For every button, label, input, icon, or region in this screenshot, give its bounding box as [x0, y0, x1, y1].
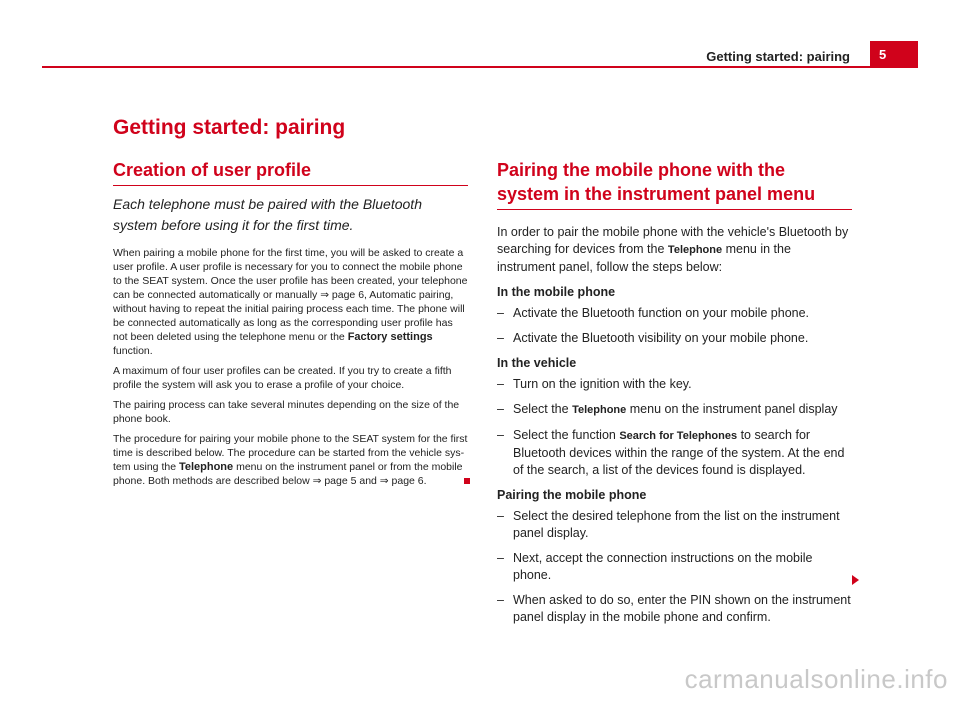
step-item: – Activate the Bluetooth visibility on your mobile phone.: [497, 331, 809, 345]
ui-term-factory-settings: Factory settings: [347, 331, 433, 343]
ui-term-search-for-telephones: Search for Telephones: [619, 430, 738, 442]
left-column: [113, 158, 468, 494]
section-heading-user-profile: Creation of user profile: [113, 158, 468, 186]
ui-term-telephone: Telephone: [178, 461, 234, 473]
paragraph-4: The procedure for pairing your mobile phone to the SEAT system for the first time is described below. The procedure can be started from the vehicle system using the Telephone menu on the instrument panel or from the mobile phone. Both methods are described below ⇒ page 5 and ⇒ page 6.: [113, 432, 468, 488]
header-rule: [42, 66, 870, 68]
page-number-badge: 5: [870, 41, 918, 68]
step-item: – Select the desired telephone from the list on the instrument panel display.: [497, 509, 840, 540]
continued-arrow-icon: [852, 575, 859, 585]
right-column: [497, 158, 852, 634]
watermark: carmanualsonline.info: [684, 664, 948, 694]
subheading-mobile-phone: In the mobile phone: [497, 285, 616, 299]
intro-paragraph: In order to pair the mobile phone with the vehicle's Bluetooth by searching for devices from the Telephone menu in the instrument panel, follow the steps below:: [497, 225, 849, 274]
step-item: – Select the function Search for Telephones to search for Bluetooth devices within the range of the system. At the end of the search, a list of the devices found is displayed.: [497, 428, 845, 477]
section-heading-pairing: Pairing the mobile phone with the system in the instrument panel menu: [497, 158, 852, 210]
ui-term-telephone: Telephone: [572, 404, 627, 416]
subheading-pairing: Pairing the mobile phone: [497, 488, 647, 502]
body-text: [113, 246, 468, 488]
running-header-title: Getting started: pairing: [706, 49, 850, 64]
step-item: – Activate the Bluetooth function on your mobile phone.: [497, 306, 810, 320]
step-item: – Turn on the ignition with the key.: [497, 377, 692, 391]
paragraph-2: A maximum of four user profiles can be created. If you try to create a fifth profile the system will ask you to erase a profile of your choice.: [113, 365, 452, 391]
ui-term-telephone: Telephone: [667, 244, 723, 256]
right-body: [497, 224, 852, 626]
subheading-vehicle: In the vehicle: [497, 356, 577, 370]
step-item: – Select the Telephone menu on the instrument panel display: [497, 402, 838, 416]
end-of-section-icon: [464, 478, 470, 484]
step-item: – Next, accept the connection instructions on the mobile phone.: [497, 551, 813, 582]
step-item: – When asked to do so, enter the PIN shown on the instrument panel display in the mobile phone and confirm.: [497, 593, 851, 624]
page-title: Getting started: pairing: [113, 116, 346, 139]
paragraph-1: When pairing a mobile phone for the first time, you will be asked to create a user profile. A user profile is necessary for you to connect the mobile phone to the SEAT system. Once the user profile has been created, your telephone can be connected automatically or manually ⇒ page 6, Automatic pairing, without having to repeat the initial pairing process each time. The phone will be connected automatically as long as the corresponding user profile has not been deleted using the telephone menu or the Factory settings function.: [113, 247, 468, 357]
lead-paragraph: Each telephone must be paired with the Bluetooth system before using it for the first time.: [113, 196, 422, 233]
paragraph-3: The pairing process can take several minutes depending on the size of the phone book.: [113, 399, 460, 425]
